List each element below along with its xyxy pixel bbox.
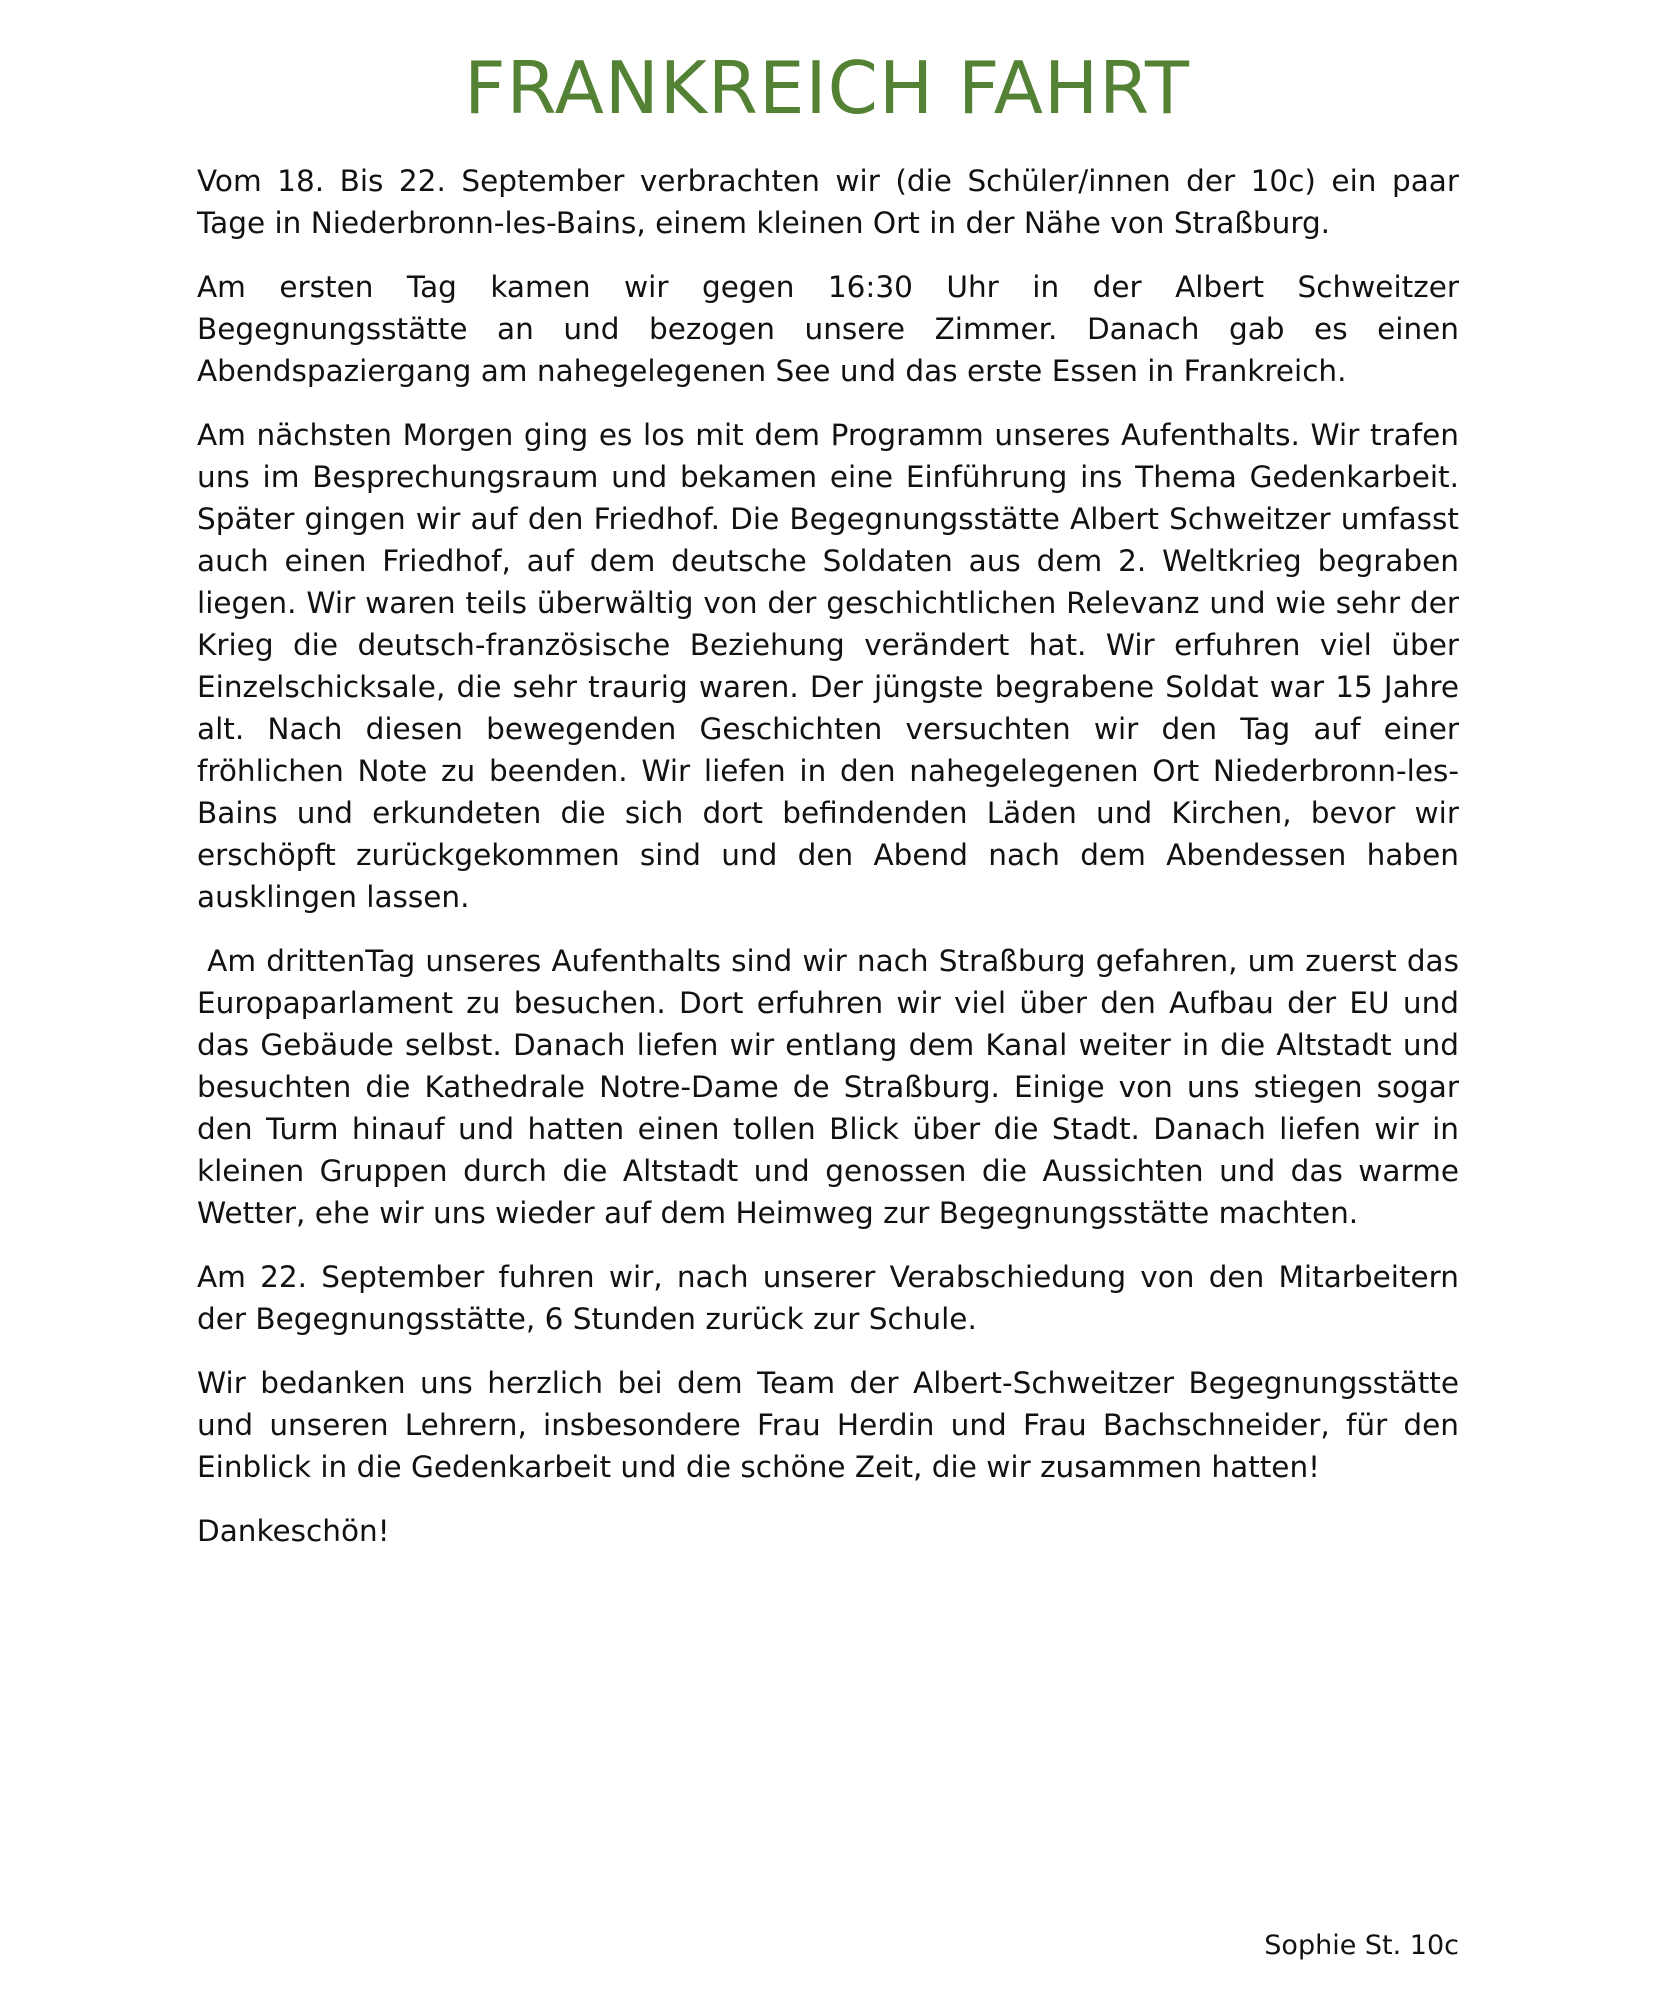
paragraph-return: Am 22. September fuhren wir, nach unserer Verabschiedung von den Mitarbeitern der Begegnungsstätte, 6 Stunden zurück zur Schule.	[197, 1260, 1459, 1336]
document-title: FRANKREICH FAHRT	[464, 46, 1190, 130]
paragraph-day-two: Am nächsten Morgen ging es los mit dem Programm unseres Aufenthalts. Wir trafen uns im Besprechungsraum und bekamen eine Einführung ins Thema Gedenkarbeit. Später gingen wir auf den Friedhof. Die Begegnungsstätte Albert Schweitzer umfasst auch einen Friedhof, auf dem deutsche Soldaten aus dem 2. Weltkrieg begraben liegen. Wir waren teils überwältig von der geschichtlichen Relevanz und wie sehr der Krieg die deutsch-französische Beziehung verändert hat. Wir erfuhren viel über Einzelschicksale, die sehr traurig waren. Der jüngste begrabene Soldat war 15 Jahre alt. Nach diesen bewegenden Geschichten versuchten wir den Tag auf einer fröhlichen Note zu beenden. Wir liefen in den nahegelegenen Ort Niederbronn-les-Bains und erkundeten die sich dort befindenden Läden und Kirchen, bevor wir erschöpft zurückgekommen sind und den Abend nach dem Abendessen haben ausklingen lassen.	[197, 418, 1459, 914]
paragraph-day-three: Am drittenTag unseres Aufenthalts sind wir nach Straßburg gefahren, um zuerst das Europaparlament zu besuchen. Dort erfuhren wir viel über den Aufbau der EU und das Gebäude selbst. Danach liefen wir entlang dem Kanal weiter in die Altstadt und besuchten die Kathedrale Notre-Dame de Straßburg. Einige von uns stiegen sogar den Turm hinauf und hatten einen tollen Blick über die Stadt. Danach liefen wir in kleinen Gruppen durch die Altstadt und genossen die Aussichten und das warme Wetter, ehe wir uns wieder auf dem Heimweg zur Begegnungsstätte machten.	[197, 944, 1469, 1230]
document-body	[197, 160, 1469, 1574]
paragraph-closing: Dankeschön!	[197, 1514, 390, 1548]
paragraph-intro: Vom 18. Bis 22. September verbrachten wir (die Schüler/innen der 10c) ein paar Tage in Niederbronn-les-Bains, einem kleinen Ort in der Nähe von Straßburg.	[197, 164, 1459, 240]
author-signature: Sophie St. 10c	[1264, 1930, 1459, 1961]
paragraph-thanks: Wir bedanken uns herzlich bei dem Team der Albert-Schweitzer Begegnungsstätte und unseren Lehrern, insbesondere Frau Herdin und Frau Bachschneider, für den Einblick in die Gedenkarbeit und die schöne Zeit, die wir zusammen hatten!	[197, 1366, 1459, 1484]
paragraph-day-one: Am ersten Tag kamen wir gegen 16:30 Uhr in der Albert Schweitzer Begegnungsstätte an und bezogen unsere Zimmer. Danach gab es einen Abendspaziergang am nahegelegenen See und das erste Essen in Frankreich.	[197, 270, 1459, 388]
